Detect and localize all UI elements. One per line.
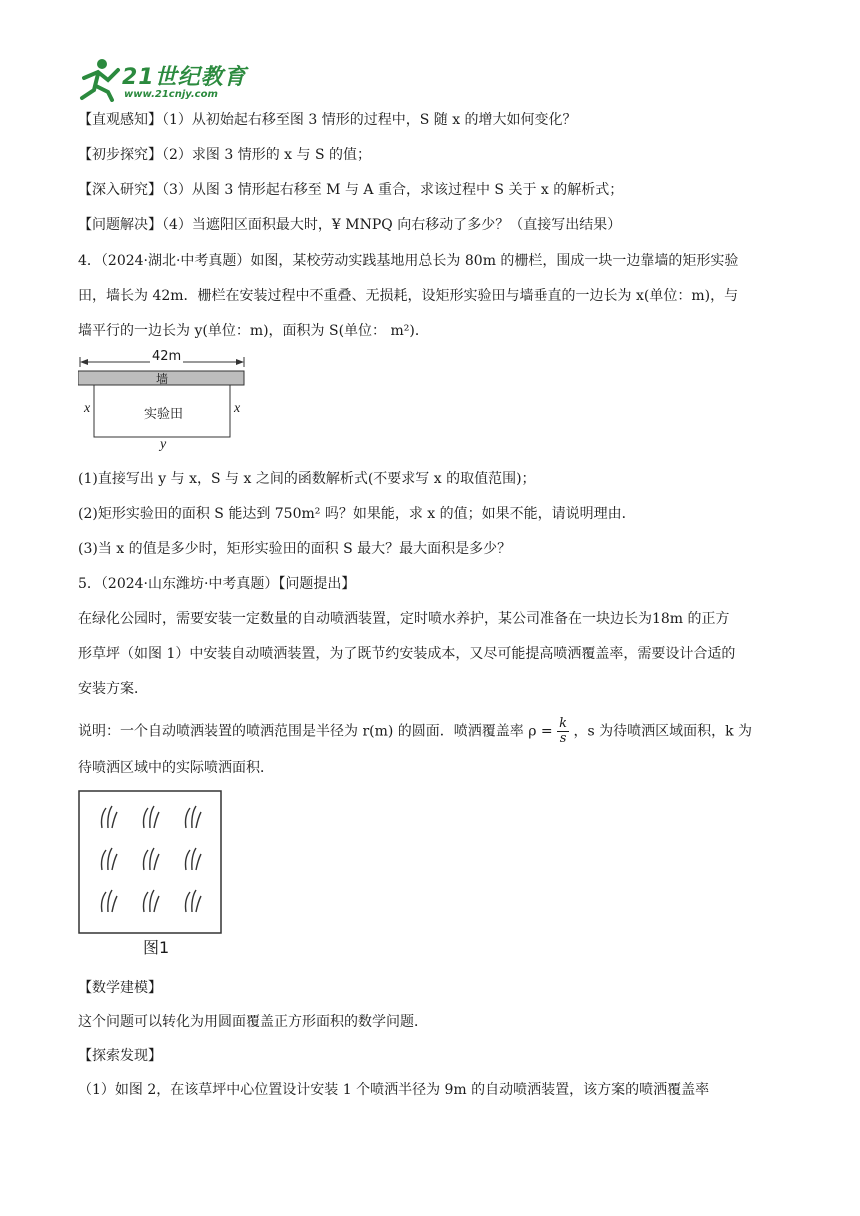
runner-logo-icon (78, 56, 122, 102)
lawn-square (78, 790, 228, 940)
line-text: （1）从初始起右移至图 3 情形的过程中，S 随 x 的增大如何变化？ (162, 112, 577, 128)
line-text: （2）求图 3 情形的 x 与 S 的值； (162, 147, 372, 163)
coverage-fraction (557, 717, 569, 746)
logo-name: 21世纪教育 (122, 65, 247, 90)
explanation-start: 说明：一个自动喷洒装置的喷洒范围是半径为 r(m) 的圆面．喷洒覆盖率 ρ = (78, 723, 553, 740)
side-y-label: y (160, 437, 167, 452)
model-title: 【数学建模】 (78, 980, 162, 996)
brand-logo (78, 56, 258, 106)
line-text: （4）当遮阳区面积最大时，¥ MNPQ 向右移动了多少？（直接写出结果） (162, 217, 622, 233)
model-text: 这个问题可以转化为用圆面覆盖正方形面积的数学问题． (78, 1014, 428, 1030)
line-label: 【深入研究】 (78, 182, 162, 198)
problem4-sub-2: (2)矩形实验田的面积 S 能达到 750m² 吗？如果能，求 x 的值；如果不能，请说明理由． (78, 506, 636, 522)
problem4-line-1: 4．（2024·湖北·中考真题）如图，某校劳动实践基地用总长为 80m 的栅栏，围成一块一边靠墙的矩形实验 (78, 253, 739, 269)
field-diagram (78, 349, 248, 453)
wall-label: 墙 (156, 372, 169, 386)
problem5-paragraph-3: 安装方案． (78, 681, 148, 697)
problem5-explanation (78, 717, 752, 746)
logo-url: www.21cnjy.com (124, 89, 218, 100)
fraction-numerator: k (559, 716, 567, 731)
question-line-2 (78, 145, 371, 165)
figure-1-caption: 图1 (143, 938, 170, 957)
line-text: （3）从图 3 情形起右移至 M 与 A 重合，求该过程中 S 关于 x 的解析式； (162, 182, 624, 198)
problem5-paragraph-2: 形草坪（如图 1）中安装自动喷洒装置，为了既节约安装成本，又尽可能提高喷洒覆盖率，需要设计合适的 (78, 646, 736, 662)
problem5-paragraph-5: 待喷洒区域中的实际喷洒面积． (78, 760, 274, 776)
fraction-denominator: s (559, 731, 567, 746)
explanation-end: ，s 为待喷洒区域面积，k 为 (573, 723, 753, 740)
side-x-right-label: x (234, 401, 241, 416)
question-line-3 (78, 180, 623, 200)
problem4-sub-3: (3)当 x 的值是多少时，矩形实验田的面积 S 最大？最大面积是多少？ (78, 541, 512, 557)
problem5-header: 5．（2024·山东潍坊·中考真题）【问题提出】 (78, 576, 356, 592)
side-x-left-label: x (84, 401, 91, 416)
wall-length-label: 42m (152, 349, 182, 364)
explore-text: （1）如图 2，在该草坪中心位置设计安装 1 个喷洒半径为 9m 的自动喷洒装置，该方案的喷洒覆盖率 (78, 1082, 710, 1098)
explore-title: 【探索发现】 (78, 1048, 162, 1064)
problem5-paragraph-1: 在绿化公园时，需要安装一定数量的自动喷洒装置，定时喷水养护，某公司准备在一块边长为18m 的正方 (78, 611, 730, 627)
question-line-4 (78, 215, 621, 235)
problem4-line-3: 墙平行的一边长为 y(单位：m)，面积为 S(单位： m²)． (78, 323, 429, 339)
field-label: 实验田 (144, 407, 184, 422)
line-label: 【初步探究】 (78, 147, 162, 163)
question-line-1 (78, 110, 577, 130)
problem4-sub-1: (1)直接写出 y 与 x，S 与 x 之间的函数解析式(不要求写 x 的取值范围)； (78, 471, 536, 487)
line-label: 【直观感知】 (78, 112, 162, 128)
problem4-line-2: 田，墙长为 42m．栅栏在安装过程中不重叠、无损耗，设矩形实验田与墙垂直的一边长为 x(单位：m)，与 (78, 288, 739, 304)
line-label: 【问题解决】 (78, 217, 162, 233)
